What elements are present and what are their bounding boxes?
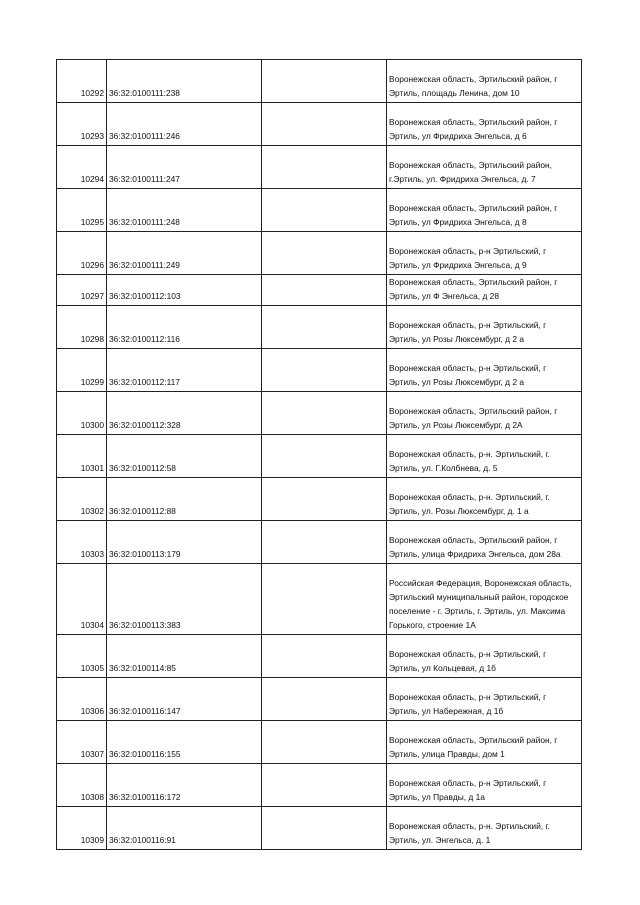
cadastral-number: 36:32:0100111:238 bbox=[107, 60, 262, 103]
table-row bbox=[57, 807, 582, 850]
empty-cell bbox=[262, 807, 387, 850]
table-row bbox=[57, 521, 582, 564]
empty-cell bbox=[262, 392, 387, 435]
row-number: 10293 bbox=[57, 103, 107, 146]
empty-cell bbox=[262, 721, 387, 764]
registry-table bbox=[56, 59, 582, 850]
cadastral-number: 36:32:0100113:179 bbox=[107, 521, 262, 564]
cadastral-number: 36:32:0100111:246 bbox=[107, 103, 262, 146]
table-row bbox=[57, 275, 582, 306]
address: Воронежская область, Эртильский район, г Эртиль, площадь Ленина, дом 10 bbox=[387, 60, 582, 103]
address: Воронежская область, р-н Эртильский, г Эртиль, ул Розы Люксембург, д 2 а bbox=[387, 349, 582, 392]
table-row bbox=[57, 764, 582, 807]
table-row bbox=[57, 478, 582, 521]
address: Воронежская область, р-н Эртильский, г Эртиль, ул Розы Люксембург, д 2 а bbox=[387, 306, 582, 349]
cadastral-number: 36:32:0100112:58 bbox=[107, 435, 262, 478]
empty-cell bbox=[262, 232, 387, 275]
cadastral-number: 36:32:0100111:247 bbox=[107, 146, 262, 189]
row-number: 10298 bbox=[57, 306, 107, 349]
cadastral-number: 36:32:0100116:172 bbox=[107, 764, 262, 807]
empty-cell bbox=[262, 678, 387, 721]
table-row bbox=[57, 721, 582, 764]
address: Воронежская область, Эртильский район, г Эртиль, ул Розы Люксембург, д 2А bbox=[387, 392, 582, 435]
empty-cell bbox=[262, 146, 387, 189]
cadastral-number: 36:32:0100112:103 bbox=[107, 275, 262, 306]
cadastral-number: 36:32:0100114:85 bbox=[107, 635, 262, 678]
empty-cell bbox=[262, 306, 387, 349]
table-row bbox=[57, 349, 582, 392]
empty-cell bbox=[262, 564, 387, 635]
empty-cell bbox=[262, 635, 387, 678]
address: Воронежская область, р-н. Эртильский, г. Эртиль, ул. Энгельса, д. 1 bbox=[387, 807, 582, 850]
address: Воронежская область, р-н. Эртильский, г. Эртиль, ул. Г.Колбнева, д. 5 bbox=[387, 435, 582, 478]
empty-cell bbox=[262, 435, 387, 478]
cadastral-number: 36:32:0100116:147 bbox=[107, 678, 262, 721]
address: Воронежская область, р-н Эртильский, г Эртиль, ул Фридриха Энгельса, д 9 bbox=[387, 232, 582, 275]
cadastral-number: 36:32:0100112:116 bbox=[107, 306, 262, 349]
address: Воронежская область, Эртильский район, г Эртиль, улица Правды, дом 1 bbox=[387, 721, 582, 764]
cadastral-number: 36:32:0100116:155 bbox=[107, 721, 262, 764]
cadastral-number: 36:32:0100111:249 bbox=[107, 232, 262, 275]
row-number: 10296 bbox=[57, 232, 107, 275]
row-number: 10309 bbox=[57, 807, 107, 850]
table-row bbox=[57, 146, 582, 189]
table-row bbox=[57, 60, 582, 103]
address: Воронежская область, р-н Эртильский, г Эртиль, ул Набережная, д 1б bbox=[387, 678, 582, 721]
address: Российская Федерация, Воронежская область, Эртильский муниципальный район, городское поселение - г. Эртиль, г. Эртиль, ул. Максима Горького, строение 1А bbox=[387, 564, 582, 635]
row-number: 10300 bbox=[57, 392, 107, 435]
row-number: 10297 bbox=[57, 275, 107, 306]
table-row bbox=[57, 635, 582, 678]
address: Воронежская область, Эртильский район, г Эртиль, улица Фридриха Энгельса, дом 28а bbox=[387, 521, 582, 564]
empty-cell bbox=[262, 189, 387, 232]
address: Воронежская область, р-н. Эртильский, г. Эртиль, ул. Розы Люксембург, д. 1 а bbox=[387, 478, 582, 521]
cadastral-number: 36:32:0100116:91 bbox=[107, 807, 262, 850]
row-number: 10299 bbox=[57, 349, 107, 392]
row-number: 10295 bbox=[57, 189, 107, 232]
address: Воронежская область, р-н Эртильский, г Эртиль, ул Правды, д 1а bbox=[387, 764, 582, 807]
empty-cell bbox=[262, 349, 387, 392]
cadastral-number: 36:32:0100112:328 bbox=[107, 392, 262, 435]
address: Воронежская область, Эртильский район, г Эртиль, ул Ф Энгельса, д 28 bbox=[387, 275, 582, 306]
empty-cell bbox=[262, 521, 387, 564]
row-number: 10294 bbox=[57, 146, 107, 189]
cadastral-number: 36:32:0100112:88 bbox=[107, 478, 262, 521]
table-row bbox=[57, 678, 582, 721]
address: Воронежская область, Эртильский район, г.Эртиль, ул. Фридриха Энгельса, д. 7 bbox=[387, 146, 582, 189]
empty-cell bbox=[262, 764, 387, 807]
empty-cell bbox=[262, 275, 387, 306]
address: Воронежская область, р-н Эртильский, г Эртиль, ул Кольцевая, д 1б bbox=[387, 635, 582, 678]
table-row bbox=[57, 103, 582, 146]
cadastral-number: 36:32:0100112:117 bbox=[107, 349, 262, 392]
table-row bbox=[57, 306, 582, 349]
empty-cell bbox=[262, 478, 387, 521]
cadastral-number: 36:32:0100113:383 bbox=[107, 564, 262, 635]
address: Воронежская область, Эртильский район, г Эртиль, ул Фридриха Энгельса, д 8 bbox=[387, 189, 582, 232]
row-number: 10305 bbox=[57, 635, 107, 678]
row-number: 10301 bbox=[57, 435, 107, 478]
cadastral-number: 36:32:0100111:248 bbox=[107, 189, 262, 232]
row-number: 10308 bbox=[57, 764, 107, 807]
address: Воронежская область, Эртильский район, г Эртиль, ул Фридриха Энгельса, д 6 bbox=[387, 103, 582, 146]
table-row bbox=[57, 564, 582, 635]
table-row bbox=[57, 189, 582, 232]
row-number: 10292 bbox=[57, 60, 107, 103]
row-number: 10306 bbox=[57, 678, 107, 721]
row-number: 10304 bbox=[57, 564, 107, 635]
empty-cell bbox=[262, 60, 387, 103]
table-row bbox=[57, 435, 582, 478]
empty-cell bbox=[262, 103, 387, 146]
row-number: 10307 bbox=[57, 721, 107, 764]
row-number: 10302 bbox=[57, 478, 107, 521]
table-row bbox=[57, 392, 582, 435]
row-number: 10303 bbox=[57, 521, 107, 564]
table-row bbox=[57, 232, 582, 275]
